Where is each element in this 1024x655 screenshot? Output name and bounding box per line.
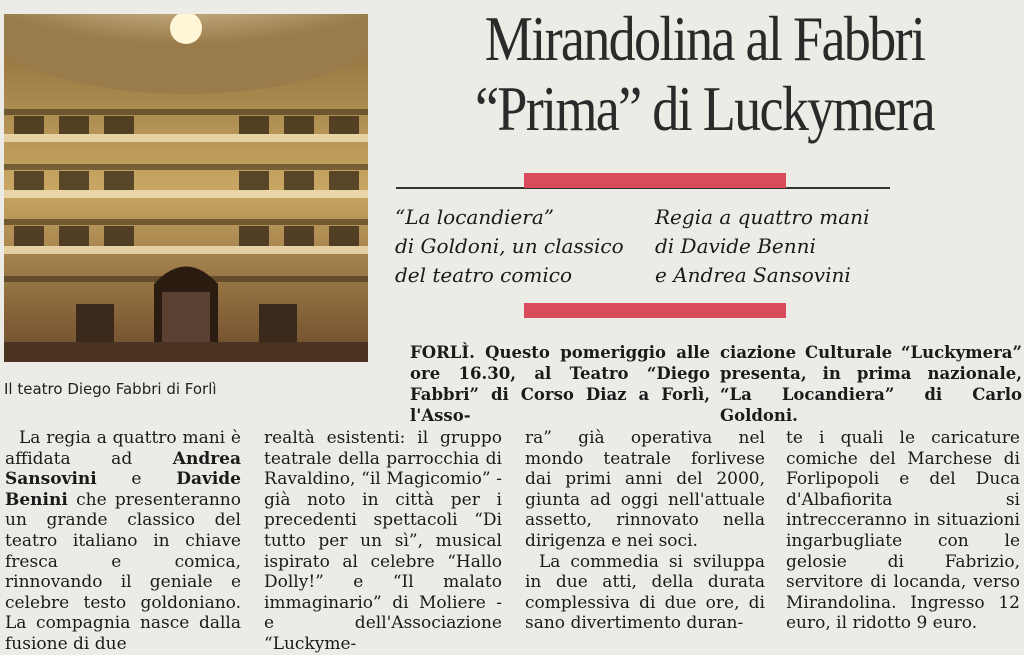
body-column-2 — [264, 428, 502, 655]
subhead-left — [395, 203, 655, 290]
body-text: La commedia si sviluppa in due atti, della durata complessiva di due ore, di sano divertimento duran- — [525, 551, 765, 634]
lead-paragraph-right: ciazione Culturale “Luckymera” presenta, in prima nazionale, “La Locandiera” di Carlo Goldoni. — [720, 343, 1022, 425]
person-name: Andrea Sansovini — [5, 448, 241, 490]
theatre-photo — [4, 14, 368, 362]
photo-caption: Il teatro Diego Fabbri di Forlì — [4, 380, 217, 398]
body-text: realtà esistenti: il gruppo teatrale della parrocchia di Ravaldino, “il Magicomio” - già noto in città per i precedenti spettacoli “Di tutto per un sì”, musical ispirato al celebre “Hallo Dolly!” e “Il malato immaginario” di Moliere - e dell'Associazione “Luckyme- — [264, 428, 502, 654]
subhead-left-line: di Goldoni, un classico — [395, 234, 624, 258]
headline — [436, 4, 974, 144]
theatre-interior-image — [4, 14, 368, 362]
subhead-right — [655, 203, 885, 290]
subhead-left-line: “La locandiera” — [395, 205, 554, 229]
lead-paragraph-left: FORLÌ. Questo pomeriggio alle ore 16.30, al Teatro “Diego Fabbri” di Corso Diaz a Forlì, l'Asso- — [410, 343, 710, 425]
subhead-right-line: Regia a quattro mani — [655, 205, 870, 229]
body-text: ra” già operativa nel mondo teatrale forlivese dai primi anni del 2000, giunta ad oggi nell'attuale assetto, rinnovato nella dirigenza e nei soci. — [525, 428, 765, 551]
headline-line-1: Mirandolina al Fabbri — [484, 4, 925, 74]
body-text: che presenteranno un grande classico del teatro italiano in chiave fresca e comica, rinnovando il geniale e celebre testo goldoniano. La compagnia nasce dalla fusione di due — [5, 489, 241, 654]
accent-bar-top — [524, 173, 786, 188]
body-column-3 — [525, 428, 765, 634]
subhead-left-line: del teatro comico — [395, 263, 573, 287]
headline-line-2: “Prima” di Luckymera — [474, 74, 935, 144]
subhead-right-line: e Andrea Sansovini — [655, 263, 851, 287]
body-column-1 — [5, 428, 241, 655]
accent-bar-bottom — [524, 303, 786, 318]
body-text: La regia a quattro mani è affidata ad — [5, 428, 241, 469]
body-text: e — [96, 469, 177, 490]
body-text: te i quali le caricature comiche del Marchese di Forlipopoli e del Duca d'Albafiorita si intrecceranno in situazioni ingarbugliate con le gelosie di Fabrizio, servitore di locanda, verso Mirandolina. Ingresso 12 euro, il ridotto 9 euro. — [786, 428, 1020, 634]
person-name: Davide Benini — [5, 469, 241, 510]
subhead-right-line: di Davide Benni — [655, 234, 816, 258]
body-column-4 — [786, 428, 1020, 634]
